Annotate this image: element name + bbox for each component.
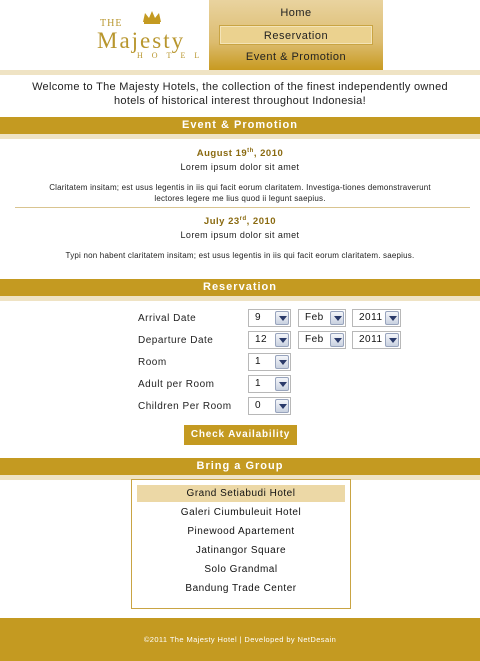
chevron-down-icon [275, 399, 289, 413]
hotel-list-item[interactable]: Bandung Trade Center [185, 583, 297, 594]
reservation-section-heading: Reservation [0, 279, 480, 296]
event-section-heading: Event & Promotion [0, 117, 480, 134]
chevron-down-icon [330, 333, 344, 347]
departure-year-select[interactable]: 2011 [352, 331, 401, 349]
event-item [40, 216, 440, 261]
nav-event-promotion[interactable]: Event & Promotion [245, 51, 347, 63]
hotel-list-item[interactable]: Jatinangor Square [195, 545, 287, 556]
hotel-list-item[interactable]: Solo Grandmal [204, 564, 278, 575]
event-body: Claritatem insitam; est usus legentis in iis qui facit eorum claritatem. Investiga-tiones demonstraverunt lectores legere me lius quod ii legunt saepius. [49, 183, 431, 204]
departure-month-select[interactable]: Feb [298, 331, 346, 349]
hotel-listbox[interactable] [131, 479, 351, 609]
brand-logo[interactable] [97, 10, 209, 62]
footer [0, 618, 480, 661]
chevron-down-icon [330, 311, 344, 325]
event-title: Lorem ipsum dolor sit amet [180, 230, 300, 241]
nav-home[interactable]: Home [280, 7, 312, 19]
arrival-month-select[interactable]: Feb [298, 309, 346, 327]
event-date: July 23rd, 2010 [203, 216, 277, 228]
hotel-list-item[interactable]: Galeri Ciumbuleuit Hotel [180, 507, 302, 518]
room-select[interactable]: 1 [248, 353, 291, 371]
arrival-year-select[interactable]: 2011 [352, 309, 401, 327]
chevron-down-icon [275, 355, 289, 369]
chevron-down-icon [385, 333, 399, 347]
event-title: Lorem ipsum dolor sit amet [180, 162, 300, 173]
welcome-text: Welcome to The Majesty Hotels, the collection of the finest independently owned hotels of historical interest throughout Indonesia! [32, 81, 448, 107]
hotel-list-item[interactable]: Pinewood Apartement [187, 526, 295, 537]
hotel-list-item[interactable]: Grand Setiabudi Hotel [137, 485, 345, 502]
children-select[interactable]: 0 [248, 397, 291, 415]
logo-hotel: HOTEL [137, 51, 209, 60]
event-date: August 19th, 2010 [196, 148, 284, 160]
arrival-date-label: Arrival Date [138, 313, 197, 324]
crown-icon [142, 10, 162, 24]
room-label: Room [138, 357, 167, 368]
adult-label: Adult per Room [138, 379, 215, 390]
logo-the: THE [100, 18, 123, 29]
main-nav [209, 0, 383, 70]
chevron-down-icon [385, 311, 399, 325]
group-section-heading: Bring a Group [0, 458, 480, 475]
logo-majesty: Majesty [97, 28, 186, 53]
check-availability-button[interactable]: Check Availability [184, 425, 297, 445]
event-item [40, 148, 440, 204]
chevron-down-icon [275, 377, 289, 391]
nav-reservation[interactable]: Reservation [219, 25, 373, 45]
header [0, 0, 480, 70]
departure-day-select[interactable]: 12 [248, 331, 291, 349]
departure-date-label: Departure Date [138, 335, 214, 346]
footer-text: ©2011 The Majesty Hotel | Developed by NetDesain [143, 635, 337, 644]
adult-select[interactable]: 1 [248, 375, 291, 393]
event-separator [15, 207, 470, 208]
chevron-down-icon [275, 311, 289, 325]
chevron-down-icon [275, 333, 289, 347]
event-body: Typi non habent claritatem insitam; est usus legentis in iis qui facit eorum claritatem. saepius. [65, 251, 415, 261]
children-label: Children Per Room [138, 401, 232, 412]
arrival-day-select[interactable]: 9 [248, 309, 291, 327]
header-divider [0, 70, 480, 75]
